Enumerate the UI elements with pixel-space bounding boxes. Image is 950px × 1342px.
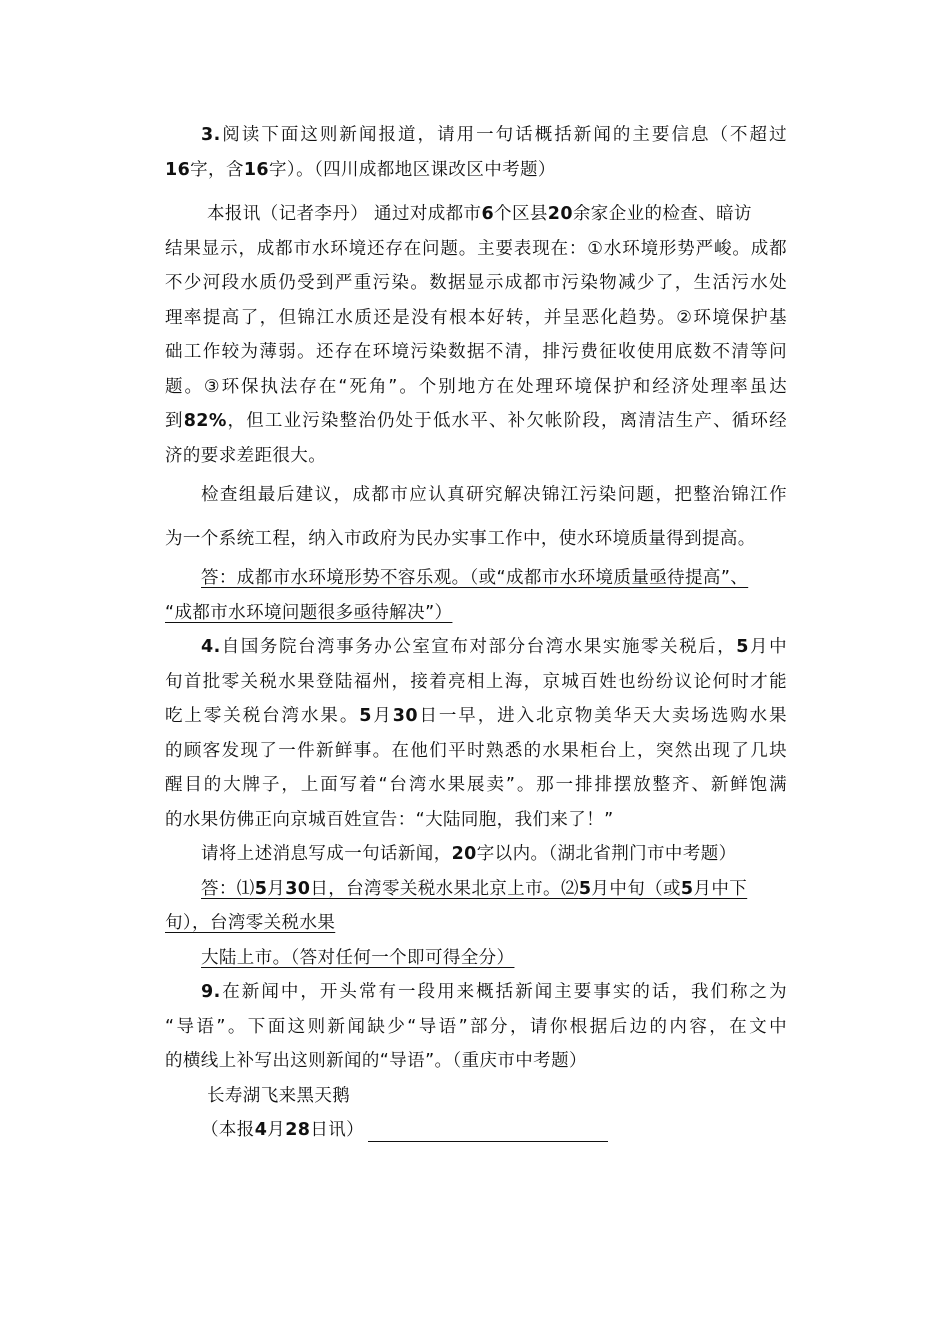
q3-article-line-1: 本报讯（记者李丹） 通过对成都市6个区县20余家企业的检查、暗访: [207, 204, 752, 224]
q4-prompt-line-3: 吃上零关税台湾水果。5月30日一早，进入北京物美华天大卖场选购水果: [165, 706, 787, 726]
q9-prompt-line-1: 9.在新闻中，开头常有一段用来概括新闻主要事实的话，我们称之为: [201, 982, 787, 1002]
q3-article-line-9: 检查组最后建议，成都市应认真研究解决锦江污染问题，把整治锦江作: [201, 485, 787, 505]
document-page: [165, 118, 787, 1148]
q3-answer-line-2: “成都市水环境问题很多亟待解决”）: [165, 602, 453, 623]
q9-prompt-line-2: “导语”。下面这则新闻缺少“导语”部分，请你根据后边的内容，在文中: [165, 1016, 787, 1037]
q3-article-line-4: 理率提高了，但锦江水质还是没有根本好转，并呈恶化趋势。②环境保护基: [165, 307, 787, 328]
q9-prompt-line-3: 的横线上补写出这则新闻的“导语”。（重庆市中考题）: [165, 1051, 587, 1071]
q3-article-line-3: 不少河段水质仍受到严重污染。数据显示成都市污染物减少了，生活污水处: [165, 273, 787, 293]
q3-article-line-7: 到82%，但工业污染整治仍处于低水平、补欠帐阶段，离清洁生产、循环经: [165, 411, 788, 431]
lead-answer-blank[interactable]: [368, 1119, 608, 1142]
q3-article-line-5: 础工作较为薄弱。还存在环境污染数据不清，排污费征收使用底数不清等问: [165, 342, 787, 362]
q3-answer-line-1: 答：成都市水环境形势不容乐观。（或“成都市水环境质量亟待提高”、: [201, 568, 749, 588]
q9-headline: 长寿湖飞来黑天鹅: [207, 1085, 351, 1106]
q4-prompt-line-6: 的水果仿佛正向京城百姓宣告：“大陆同胞，我们来了！”: [165, 809, 614, 830]
q9-dateline: （本报4月28日讯）: [201, 1120, 365, 1140]
q4-prompt-line-4: 的顾客发现了一件新鲜事。在他们平时熟悉的水果柜台上，突然出现了几块: [165, 740, 787, 761]
q4-answer-line-1: 答：⑴5月30日，台湾零关税水果北京上市。⑵5月中旬（或5月中下: [201, 878, 748, 899]
q4-answer-line-2: 旬），台湾零关税水果: [165, 913, 336, 933]
q3-article-line-8: 济的要求差距很大。: [165, 445, 327, 466]
q3-article-line-6: 题。③环保执法存在“死角”。个别地方在处理环境保护和经济处理率虽达: [165, 376, 787, 397]
q9-dateline-row: [165, 1113, 787, 1148]
q3-article-line-2: 结果显示，成都市水环境还存在问题。主要表现在：①水环境形势严峻。成都: [165, 238, 787, 259]
q3-prompt-line-1: 3.阅读下面这则新闻报道，请用一句话概括新闻的主要信息（不超过: [201, 125, 787, 145]
q3-prompt-line-2: 16字，含16字）。（四川成都地区课改区中考题）: [165, 159, 556, 180]
q3-article-line-10: 为一个系统工程，纳入市政府为民办实事工作中，使水环境质量得到提高。: [165, 529, 756, 549]
q4-answer-line-3: 大陆上市。（答对任何一个即可得全分）: [201, 947, 515, 968]
q4-prompt-line-2: 旬首批零关税水果登陆福州，接着亮相上海，京城百姓也纷纷议论何时才能: [165, 671, 787, 692]
q4-prompt-line-5: 醒目的大牌子，上面写着“台湾水果展卖”。那一排排摆放整齐、新鲜饱满: [165, 775, 787, 795]
q4-prompt-line-7: 请将上述消息写成一句话新闻，20字以内。（湖北省荆门市中考题）: [201, 844, 737, 864]
q4-prompt-line-1: 4.自国务院台湾事务办公室宣布对部分台湾水果实施零关税后，5月中: [201, 637, 787, 657]
